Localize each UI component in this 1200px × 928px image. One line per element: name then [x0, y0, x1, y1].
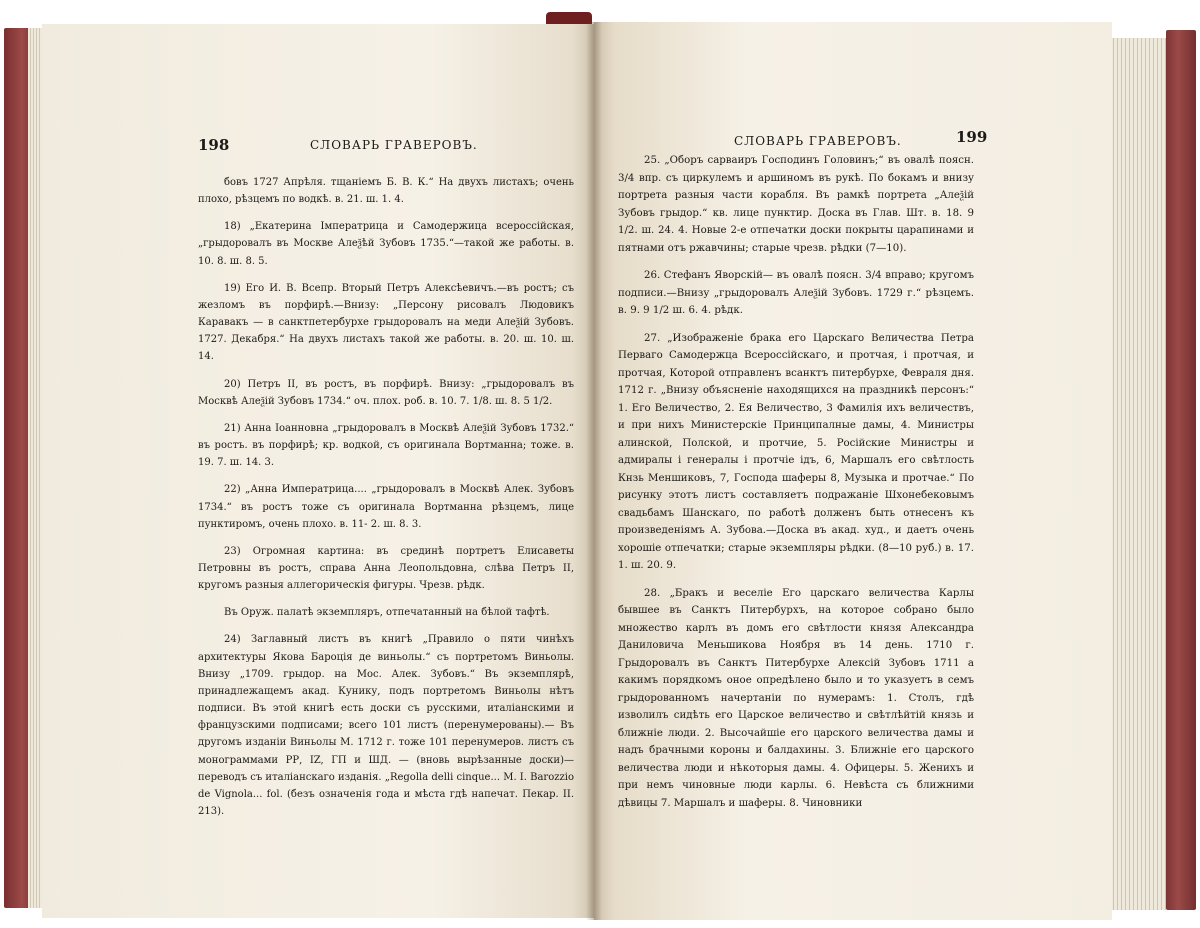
- paragraph: 28. „Бракъ и веселіе Его царскаго величества Карлы бывшее въ Санктъ Питербурхъ, на которое собрано было множество карлъ въ домъ его свѣтлости князя Александра Даниловича Меньшикова Ноября въ 14 день. 1710 г. Грыдоровалъ въ Санктъ Питербурхе Алексій Зубовъ 1711 а какимъ порядкомъ оное опредѣлено было и то указуетъ в семъ грыдорованномъ начертаніи по нумерамъ: 1. Столъ, гдѣ изволилъ сидѣть его Царское величество и свѣтлѣйтій князь и ближніе люди. 2. Высочайшіе его царского величества дамы и надъ брачными короны и балдахины. 3. Ближніе его царского величества люди и нѣкоторыя дамы. 4. Офицеры. 5. Женихъ и при немъ чиновные люди карлы. 6. Невѣста съ ближними дѣвицы 7. Маршалъ и шаферы. 8. Чиновники: [618, 587, 974, 809]
- paragraph: Въ Оруж. палатѣ экземпляръ, отпечатанный на бѣлой тафтѣ.: [224, 607, 550, 619]
- paragraph: 24) Заглавный листъ въ книгѣ „Правило о пяти чинѣхъ архитектуры Якова Бароція де виньолы.“ съ портретомъ Виньолы. Внизу „1709. грыдор. на Мос. Алек. Зубовъ.“ Въ экземплярѣ, принадлежащемъ акад. Кунику, подъ портретомъ Виньолы нѣтъ подписи. Въ этой книгѣ есть доски съ русскими, италіанскими и французскими подписами; всего 101 листъ (перенумерованы).— Въ другомъ изданіи Виньолы М. 1712 г. тоже 101 перенумеров. листъ съ монограммами РР, IZ, ГП и ШД. — (вновь вырѣзанные доски)—переводъ съ италіанскаго изданія. „Regolla delli cinque... M. I. Barozzio de Vignola... fol. (безъ означенія года и мѣста гдѣ напечат. Пекар. II. 213).: [198, 634, 574, 817]
- paragraph: 19) Его И. В. Всепр. Вторый Петръ Алексѣевичъ.—въ ростъ; съ жезломъ въ порфирѣ.—Внизу: „Персону рисовалъ Людовикъ Каравакъ — в санктпетербурхе грыдоровалъ на меди Алеѯій Зубовъ. 1727. Декабря.“ На двухъ листахъ такой же работы. в. 20. ш. 10. ш. 14.: [198, 282, 574, 363]
- paragraph: 25. „Оборъ сарваиръ Господинъ Головинъ;“ въ овалѣ поясн. 3/4 впр. съ циркулемъ и аршиномъ въ рукѣ. По бокамъ и внизу портрета разныя части корабля. Въ рамкѣ портрета „Алеѯій Зубовъ грыдор.“ кв. лице пунктир. Доска въ Глав. Шт. в. 18. 9 1/2. ш. 24. 4. Новые 2-е отпечатки доски покрыты царапинами и пятнами отъ ржавчины; старые чрезв. рѣдки (7—10).: [618, 155, 974, 254]
- book-gutter: [586, 22, 602, 920]
- paragraph: бовъ 1727 Апрѣля. тщаніемъ Б. В. К.“ На двухъ листахъ; очень плохо, рѣзцемъ по водкѣ. в. 21. ш. 1. 4.: [198, 177, 574, 206]
- right-page: [594, 22, 1112, 920]
- paragraph: 23) Огромная картина: въ срединѣ портретъ Елисаветы Петровны въ ростъ, справа Анна Леопольдовна, слѣва Петръ II, кругомъ разныя аллегорическія фигуры. Чрезв. рѣдк.: [198, 545, 574, 592]
- right-cover-edge: [1166, 30, 1196, 910]
- left-page: [42, 24, 594, 918]
- right-page-number: 199: [956, 128, 988, 146]
- right-running-header: СЛОВАРЬ ГРАВЕРОВЪ.: [734, 134, 902, 148]
- paragraph: 27. „Изображеніе брака его Царскаго Величества Петра Перваго Самодержца Всероссійскаго, и протчая, і протчая, и протчая, Которой отправленъ всанктъ питербурхе, Февраля дня. 1712 г. „Внизу объясненіе находящихся на праздникѣ персонъ:“ 1. Его Величество, 2. Ея Величество, 3 Фамилія ихъ величествъ, и при нихъ Министерскіе Принципалные дамы, 4. Министры алинской, Полской, и протчие, 5. Російские Министры и адмиралы і генералы і протчіе ідъ, 6, Маршалъ его свѣтлость Кнзь Меншиковъ, 7, Господа шаферы 8, Музыка и протчае.“ По рисунку этотъ листъ составляетъ подражаніе Шхонебековымъ свадьбамъ Шанскаго, по работѣ долженъ быть отнесенъ къ произведеніямъ А. Зубова.—Доска въ акад. худ., и даетъ очень хорошіе отпечатки; старые экземпляры рѣдки. (8—10 руб.) в. 17. 1. ш. 20. 9.: [618, 332, 974, 571]
- paragraph: 21) Анна Іоанновна „грыдоровалъ в Москвѣ Алеѯій Зубовъ 1732.“ въ ростъ. въ порфирѣ; кр. водкой, съ оригинала Вортманна; тоже. в. 19. 7. ш. 14. 3.: [198, 422, 574, 469]
- paragraph: 20) Петръ II, въ ростъ, въ порфирѣ. Внизу: „грыдоровалъ въ Москвѣ Алеѯій Зубовъ 1734.“ оч. плох. роб. в. 10. 7. 1/8. ш. 8. 5 1/2.: [198, 378, 574, 407]
- left-page-number: 198: [198, 136, 230, 154]
- left-page-text: [198, 174, 574, 830]
- left-running-header: СЛОВАРЬ ГРАВЕРОВЪ.: [310, 138, 478, 152]
- paragraph: 18) „Екатерина Імператрица и Самодержица всероссійская, „грыдоровалъ въ Москве Алеѯѣй Зубовъ 1735.“—такой же работы. в. 10. 8. ш. 8. 5.: [198, 221, 574, 267]
- paragraph: 26. Стефанъ Яворскій— въ овалѣ поясн. 3/4 вправо; кругомъ подписи.—Внизу „грыдоровалъ Алеѯій Зубовъ. 1729 г.“ рѣзцемъ. в. 9. 9 1/2 ш. 6. 4. рѣдк.: [618, 270, 974, 316]
- paragraph: 22) „Анна Императрица.... „грыдоровалъ в Москвѣ Алек. Зубовъ 1734.“ въ ростъ тоже съ оригинала Вортманна рѣзцемъ, лице пунктиромъ, очень плохо. в. 11- 2. ш. 8. 3.: [198, 484, 574, 530]
- right-page-text: [618, 152, 974, 822]
